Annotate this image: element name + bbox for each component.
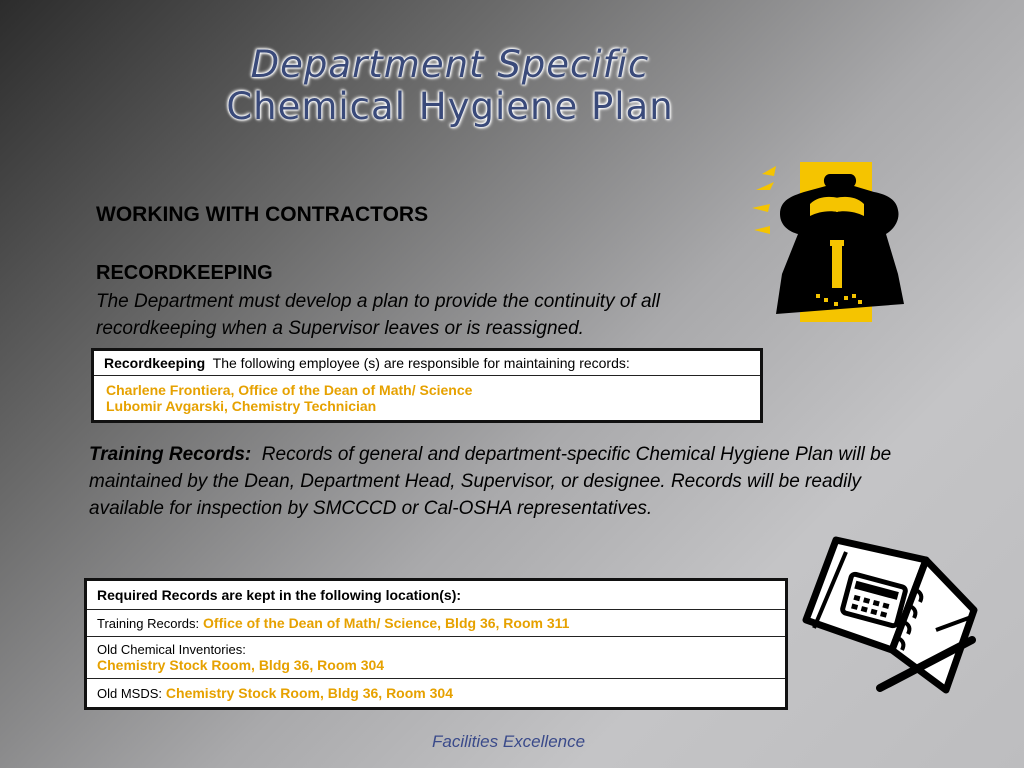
responsible-description: The following employee (s) are responsible for maintaining records:	[212, 355, 630, 371]
recordkeeping-text: The Department must develop a plan to provide the continuity of all recordkeeping when a Supervisor leaves or is reassigned.	[96, 291, 660, 339]
training-records-text: Records of general and department-specific Chemical Hygiene Plan will be maintained by the Dean, Department Head, Supervisor, or designee. Records will be readily available for inspection by SMCCCD or Cal-OSHA representatives.	[89, 444, 892, 519]
inventories-location-label: Old Chemical Inventories:	[97, 642, 246, 657]
page-title	[150, 44, 750, 128]
training-location-label: Training Records:	[97, 616, 200, 631]
responsible-person-2: Lubomir Avgarski, Chemistry Technician	[106, 398, 377, 414]
locations-header-row	[87, 581, 785, 610]
recordkeeping-heading: RECORDKEEPING	[96, 262, 273, 284]
worker-jackhammer-icon	[748, 160, 908, 330]
contractors-heading: WORKING WITH CONTRACTORS	[96, 203, 429, 226]
responsible-table	[91, 348, 763, 423]
responsible-header-row	[94, 351, 760, 376]
recordkeeping-label: Recordkeeping	[104, 355, 206, 371]
inventories-location-value: Chemistry Stock Room, Bldg 36, Room 304	[97, 657, 385, 673]
locations-header: Required Records are kept in the following location(s):	[97, 587, 462, 603]
inventories-location-row	[87, 637, 785, 679]
notebook-calculator-icon	[796, 530, 986, 700]
msds-location-value: Chemistry Stock Room, Bldg 36, Room 304	[165, 685, 453, 701]
responsible-person-1: Charlene Frontiera, Office of the Dean of Math/ Science	[106, 382, 473, 398]
title-line-2: Chemical Hygiene Plan	[226, 85, 674, 128]
training-records-label: Training Records:	[89, 444, 252, 465]
locations-table	[84, 578, 788, 710]
training-location-row	[87, 610, 785, 637]
msds-location-label: Old MSDS:	[97, 686, 163, 701]
title-line-1: Department Specific	[250, 43, 650, 86]
training-location-value: Office of the Dean of Math/ Science, Bldg 36, Room 311	[203, 615, 570, 631]
responsible-people-row	[94, 376, 760, 420]
training-records-paragraph	[89, 441, 939, 522]
footer-text: Facilities Excellence	[432, 732, 586, 751]
msds-location-row	[87, 679, 785, 707]
